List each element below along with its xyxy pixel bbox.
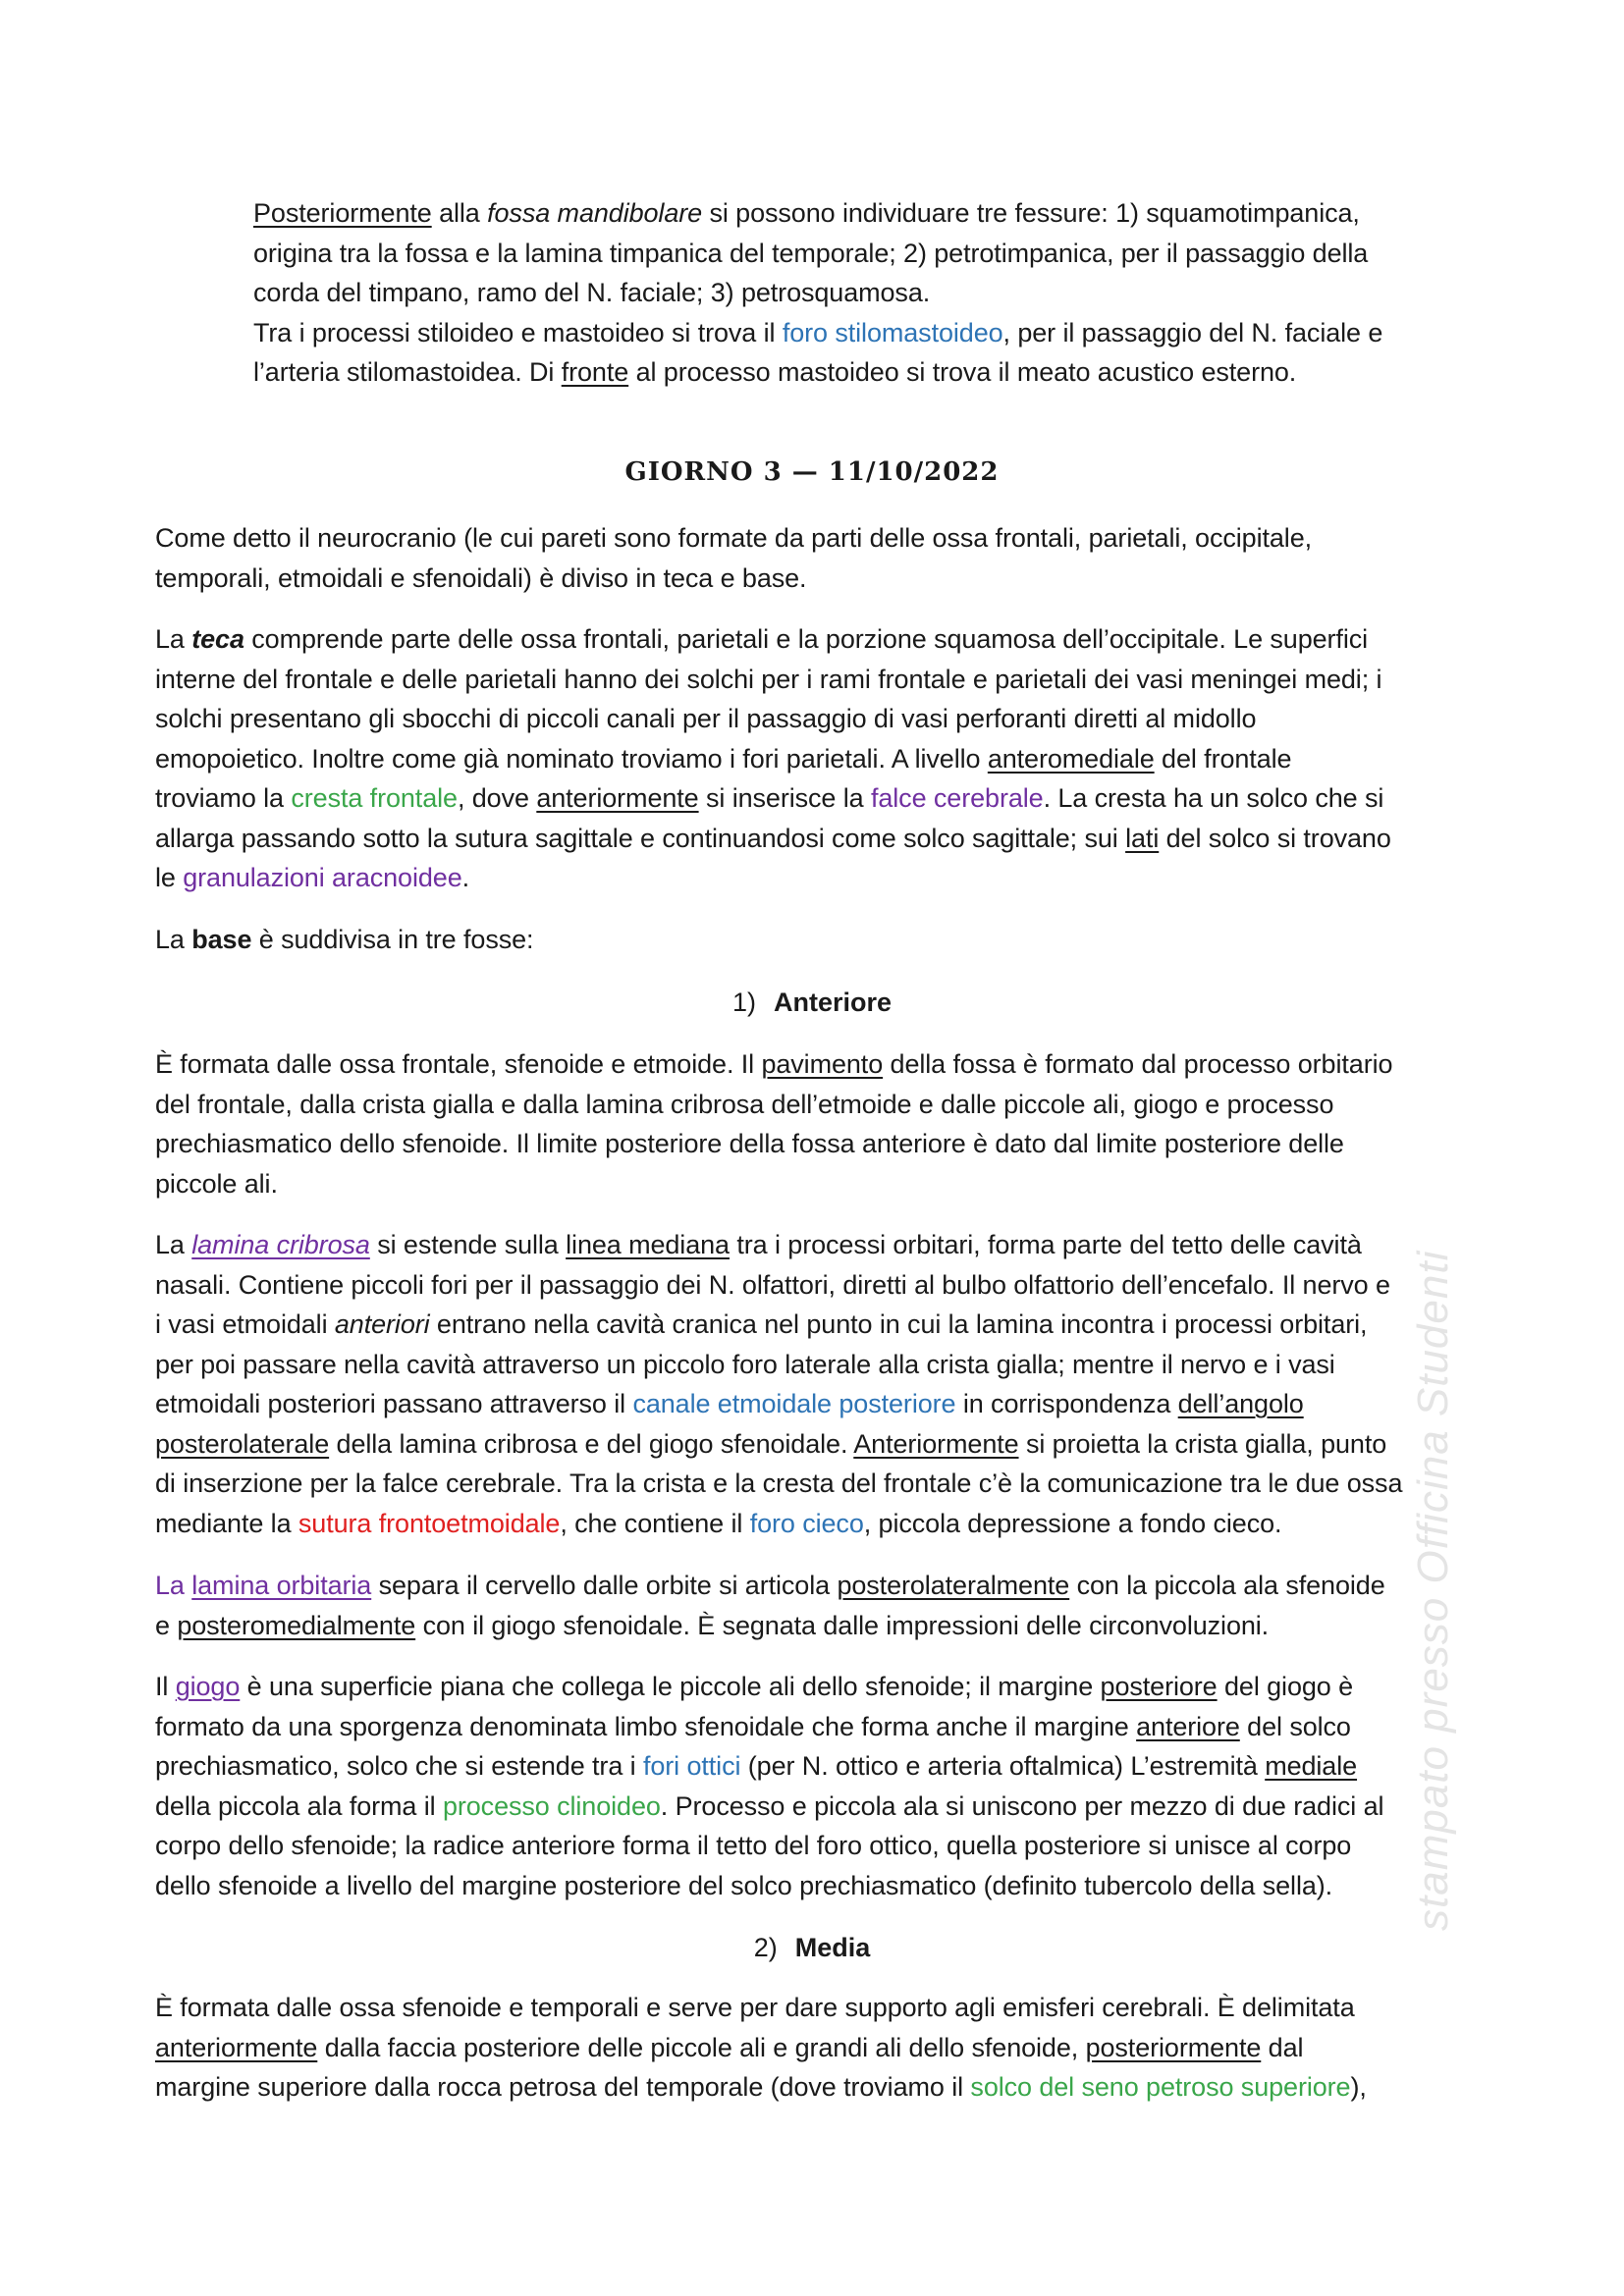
text-run: , per il passaggio del N. faciale e [1002, 317, 1383, 347]
text-run: comprende parte delle ossa frontali, parietali e la porzione squamosa dell’occipitale. Le superfici [244, 624, 1369, 654]
text-run: separa il cervello dalle orbite si articola [371, 1571, 838, 1600]
text-run: mediante la [155, 1508, 298, 1538]
text-line [155, 1606, 1481, 1646]
text-line [155, 1424, 1481, 1465]
text-run: si proietta la crista gialla, punto [1018, 1428, 1387, 1459]
bold-italic-term: teca [191, 624, 244, 654]
text-run: e [155, 1610, 178, 1640]
text-run: del frontale [1154, 743, 1292, 774]
section-heading-anteriore [0, 983, 1624, 1022]
text-run: del giogo è [1217, 1672, 1354, 1701]
text-run: margine superiore dalla rocca petrosa del temporale (dove troviamo il [155, 2072, 971, 2102]
highlighted-term: lamina orbitaria [191, 1571, 372, 1600]
text-line: temporali, etmoidali e sfenoidali) è diviso in teca e base. [155, 562, 807, 593]
text-line [155, 619, 1481, 660]
text-run: La [155, 624, 192, 654]
section-title: Anteriore [773, 988, 893, 1017]
neurocranio-paragraph [155, 518, 1481, 598]
text-line: per poi passare nella cavità attraverso un piccolo foro laterale alla crista gialla; mentre il nervo e i vasi [155, 1349, 1335, 1379]
text-line: dello sfenoide a livello del margine posteriore del solco prechiasmatico (definito tubercolo della sella). [155, 1870, 1333, 1900]
text-run: ), [1350, 2072, 1367, 2102]
text-run: i vasi etmoidali [155, 1309, 335, 1339]
text-line [155, 1787, 1481, 1827]
text-run: è suddivisa in tre fosse: [251, 925, 534, 954]
underlined-term: lati [1125, 823, 1160, 853]
text-run: La [155, 1230, 192, 1259]
text-run: è una superficie piana che collega le piccole ali dello sfenoide; il margine [240, 1672, 1101, 1701]
text-run: È formata dalle ossa frontale, sfenoide e etmoide. Il [155, 1049, 762, 1079]
text-line [155, 920, 1481, 960]
underlined-term: posteriormente [1085, 2032, 1262, 2062]
text-run: dalla faccia posteriore delle piccole ali e grandi ali dello sfenoide, [317, 2032, 1086, 2062]
text-run: formato da una sporgenza denominata limbo sfenoidale che forma anche il margine [155, 1711, 1137, 1741]
highlighted-term: processo clinoideo [442, 1790, 661, 1821]
text-line: corda del timpano, ramo del N. faciale; 3) petrosquamosa. [253, 278, 931, 307]
text-run: l’arteria stilomastoidea. Di [253, 357, 562, 387]
text-run: si inserisce la [698, 783, 871, 813]
text-line [155, 2067, 1481, 2108]
text-line: nasali. Contiene piccoli fori per il passaggio dei N. olfattori, diretti al bulbo olfattorio dell’encefalo. Il nervo e [155, 1269, 1390, 1300]
text-run: tra i processi orbitari, forma parte del tetto delle cavità [729, 1230, 1362, 1259]
text-run: emopoietico. Inoltre come già nominato troviamo i fori parietali. A livello [155, 743, 988, 774]
underlined-term: pavimento [761, 1049, 884, 1079]
underlined-term: dell’angolo [1177, 1389, 1304, 1418]
underlined-term: Anteriormente [853, 1428, 1019, 1459]
text-run: della piccola ala forma il [155, 1790, 443, 1821]
highlighted-term: canale etmoidale posteriore [632, 1389, 956, 1418]
underlined-term: posterolaterale [155, 1428, 330, 1459]
text-run: dal [1261, 2032, 1304, 2062]
intro-paragraph [253, 193, 1471, 393]
highlighted-term: sutura frontoetmoidale [298, 1508, 561, 1538]
italic-term: anteriori [334, 1309, 430, 1339]
highlighted-term: solco del seno petroso superiore [970, 2072, 1351, 2102]
day-heading: GIORNO 3 — 11/10/2022 [624, 457, 1000, 487]
text-line: interne del frontale e delle parietali hanno dei solchi per i rami frontale e parietali dei vasi meningei medi; i [155, 664, 1382, 694]
text-line [155, 1384, 1481, 1424]
highlighted-term: lamina cribrosa [191, 1230, 370, 1259]
text-line [155, 858, 1481, 898]
highlighted-term: fori ottici [642, 1751, 741, 1781]
text-line: origina tra la fossa e la lamina timpanica del temporale; 2) petrotimpanica, per il passaggio della [253, 238, 1369, 268]
text-run: della fossa è formato dal processo orbitario [883, 1049, 1393, 1079]
anteriore-paragraph [155, 1044, 1481, 1203]
text-line [155, 1566, 1481, 1606]
text-line: piccole ali. [155, 1168, 278, 1199]
highlighted-term: falce cerebrale [870, 783, 1044, 813]
highlighted-term: granulazioni aracnoidee [183, 863, 462, 892]
highlighted-term: giogo [175, 1672, 241, 1701]
underlined-term: anteriormente [536, 783, 699, 813]
lamina-orbitaria-paragraph [155, 1566, 1481, 1645]
section-heading-media [0, 1928, 1624, 1967]
teca-paragraph [155, 619, 1481, 898]
text-run: prechiasmatico, solco che si estende tra i [155, 1751, 643, 1781]
bold-term: base [191, 925, 252, 954]
text-run: si possono individuare tre fessure: 1) squamotimpanica, [702, 198, 1360, 228]
text-run: al processo mastoideo si trova il meato acustico esterno. [628, 357, 1297, 387]
text-run: . Processo e piccola ala si uniscono per mezzo di due radici al [660, 1790, 1384, 1821]
text-run: troviamo la [155, 783, 292, 813]
text-line: solchi presentano gli sbocchi di piccoli canali per il passaggio di vasi perforanti diretti al midollo [155, 704, 1257, 733]
text-line [155, 1225, 1481, 1265]
text-run: , che contiene il [560, 1508, 750, 1538]
text-run: in corrispondenza [955, 1389, 1178, 1418]
italic-term: fossa mandibolare [487, 198, 703, 228]
text-run: le [155, 863, 184, 892]
underlined-term: fronte [561, 357, 629, 387]
highlighted-term: cresta frontale [291, 783, 458, 813]
text-run: del solco [1239, 1711, 1351, 1741]
text-line [253, 352, 1471, 393]
underlined-term: posteromedialmente [177, 1610, 416, 1640]
text-line [155, 739, 1481, 779]
lamina-cribrosa-paragraph [155, 1225, 1481, 1543]
text-run: . La cresta ha un solco che si [1043, 783, 1384, 813]
text-line: corpo dello sfenoide; la radice anteriore forma il tetto del foro ottico, quella posteriore si unisce al corpo [155, 1831, 1352, 1860]
text-line [155, 2028, 1481, 2068]
highlighted-term: foro stilomastoideo [782, 317, 1003, 347]
text-line [155, 819, 1481, 859]
text-line: È formata dalle ossa sfenoide e temporali e serve per dare supporto agli emisferi cerebrali. È delimitata [155, 1993, 1355, 2022]
underlined-term: anteromediale [987, 743, 1155, 774]
text-line [155, 778, 1481, 819]
text-run: , dove [457, 783, 537, 813]
underlined-term: linea mediana [566, 1230, 730, 1259]
text-run: con il giogo sfenoidale. È segnata dalle impressioni delle circonvoluzioni. [415, 1610, 1270, 1640]
text-run: del solco si trovano [1159, 823, 1391, 853]
highlighted-term: La [155, 1571, 192, 1600]
underlined-term: mediale [1265, 1751, 1358, 1781]
text-run: si estende sulla [369, 1230, 567, 1259]
text-line [155, 1044, 1481, 1085]
text-line [253, 193, 1471, 234]
base-paragraph [155, 920, 1481, 960]
highlighted-term: foro cieco [749, 1508, 864, 1538]
text-line [155, 1305, 1481, 1345]
text-run: della lamina cribrosa e del giogo sfenoidale. [329, 1428, 854, 1459]
text-run: , piccola depressione a fondo cieco. [863, 1508, 1282, 1538]
section-number: 2) [753, 1933, 778, 1962]
text-run: La [155, 925, 192, 954]
text-run: con la piccola ala sfenoide [1069, 1571, 1385, 1600]
underlined-term: posteriore [1100, 1672, 1218, 1701]
text-line: di inserzione per la falce cerebrale. Tra la crista e la cresta del frontale c’è la comunicazione tra le due ossa [155, 1468, 1403, 1498]
underlined-term: anteriormente [155, 2032, 318, 2062]
text-run: . [461, 863, 470, 892]
text-line [155, 1707, 1481, 1747]
text-line: del frontale, dalla crista gialla e dalla lamina cribrosa dell’etmoide e dalle piccole ali, giogo e processo [155, 1089, 1334, 1119]
underlined-term: Posteriormente [253, 198, 432, 228]
text-line [155, 1667, 1481, 1707]
media-paragraph [155, 1988, 1481, 2108]
text-line [253, 313, 1471, 353]
section-number: 1) [731, 988, 756, 1017]
watermark: stampato presso Officina Studenti [1409, 1250, 1457, 1931]
text-run: allarga passando sotto la sutura sagittale e continuandosi come solco sagittale; sui [155, 823, 1126, 853]
giogo-paragraph [155, 1667, 1481, 1905]
underlined-term: anteriore [1136, 1711, 1240, 1741]
text-line [155, 1504, 1481, 1544]
text-run: entrano nella cavità cranica nel punto in cui la lamina incontra i processi orbitari, [429, 1309, 1368, 1339]
text-run: etmoidali posteriori passano attraverso il [155, 1389, 633, 1418]
text-line: Come detto il neurocranio (le cui pareti sono formate da parti delle ossa frontali, parietali, occipitale, [155, 523, 1313, 553]
text-run: Tra i processi stiloideo e mastoideo si trova il [253, 317, 783, 347]
section-title: Media [794, 1933, 871, 1962]
text-run: Il [155, 1672, 176, 1701]
text-run: alla [431, 198, 488, 228]
text-line [155, 1746, 1481, 1787]
text-line: prechiasmatico dello sfenoide. Il limite posteriore della fossa anteriore è dato dal limite posteriore delle [155, 1129, 1344, 1158]
text-run: (per N. ottico e arteria oftalmica) L’estremità [740, 1751, 1266, 1781]
underlined-term: posterolateralmente [837, 1571, 1070, 1600]
